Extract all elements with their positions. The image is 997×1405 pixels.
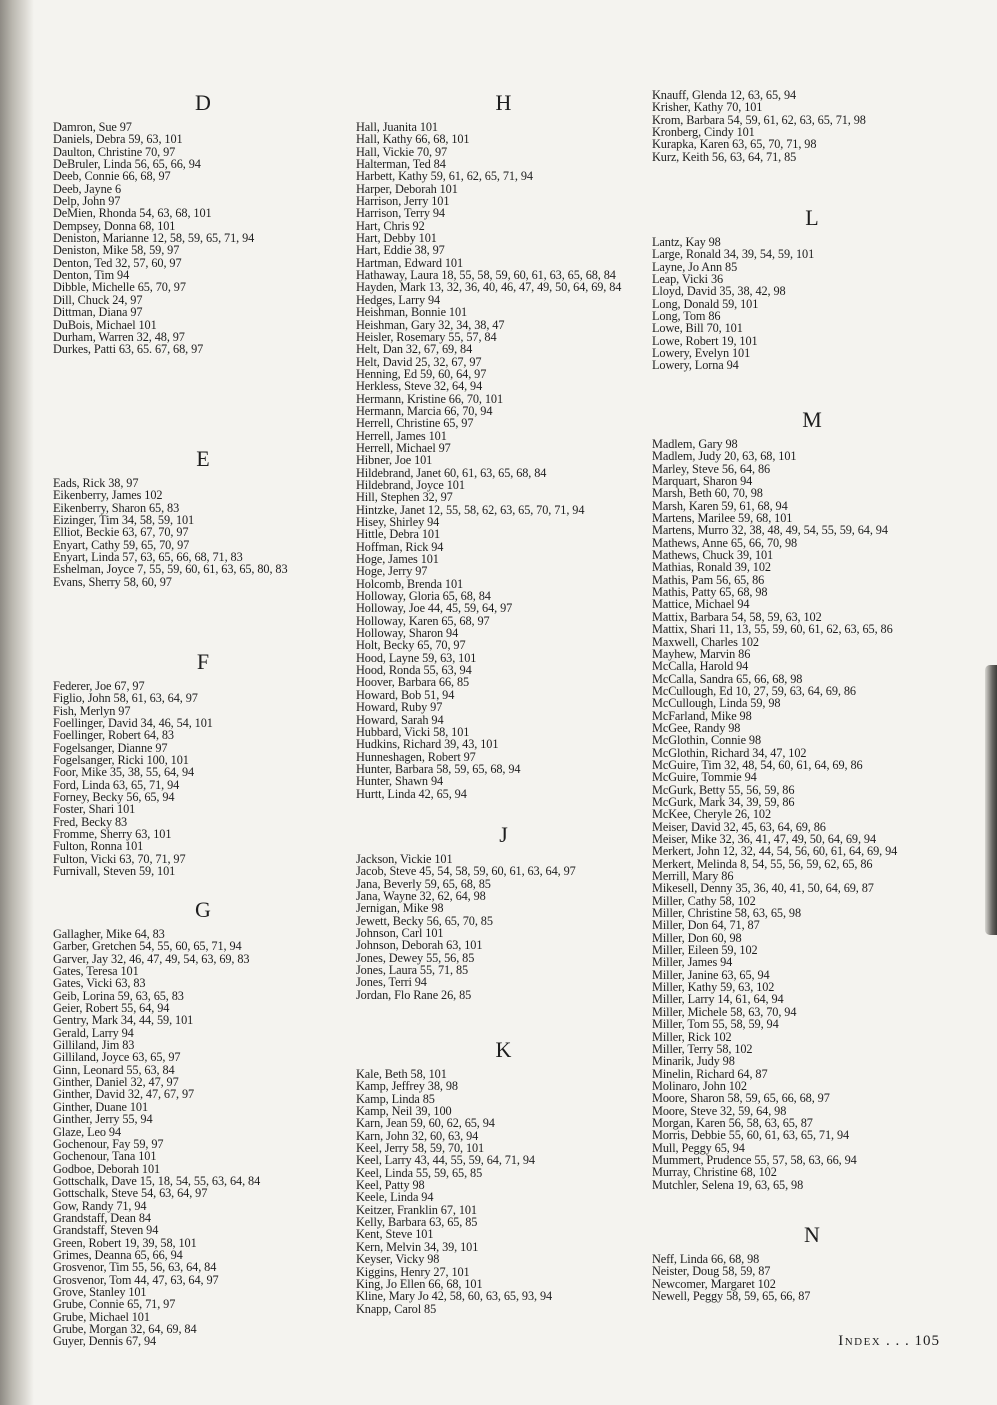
- index-entry: Harbett, Kathy 59, 61, 62, 65, 71, 94: [356, 169, 533, 184]
- index-entry: Durkes, Patti 63, 65. 67, 68, 97: [53, 342, 204, 357]
- index-entry: McCullough, Ed 10, 27, 59, 63, 64, 69, 86: [652, 683, 856, 698]
- index-entry: Helt, Dan 32, 67, 69, 84: [356, 342, 473, 357]
- index-entry: Moore, Steve 32, 59, 64, 98: [652, 1103, 787, 1118]
- index-entry: Fulton, Ronna 101: [53, 839, 144, 854]
- section-g: [53, 898, 353, 1348]
- index-entry: Neister, Doug 58, 59, 87: [652, 1264, 771, 1279]
- index-entry: Murray, Christine 68, 102: [652, 1165, 777, 1180]
- index-entry: Hibner, Joe 101: [356, 453, 433, 468]
- index-entry: Miller, Rick 102: [652, 1029, 732, 1044]
- index-entry: Miller, Cathy 58, 102: [652, 893, 756, 908]
- index-entry: Layne, Jo Ann 85: [652, 259, 738, 274]
- section-n: [652, 1223, 972, 1302]
- index-entry: Daniels, Debra 59, 63, 101: [53, 132, 183, 147]
- index-entry: Heishman, Gary 32, 34, 38, 47: [356, 317, 505, 332]
- index-entry: Hermann, Marcia 66, 70, 94: [356, 403, 493, 418]
- index-entry: Enyart, Linda 57, 63, 65, 66, 68, 71, 83: [53, 550, 243, 565]
- index-entry: Grube, Connie 65, 71, 97: [53, 1297, 176, 1312]
- index-entry: Mull, Peggy 65, 94: [652, 1140, 745, 1155]
- index-entry: Hoover, Barbara 66, 85: [356, 675, 470, 690]
- page-edge-tab: [985, 665, 997, 935]
- index-entry: Eizinger, Tim 34, 58, 59, 101: [53, 513, 195, 528]
- index-entry: Furnivall, Steven 59, 101: [53, 864, 176, 879]
- index-entry: Gilliland, Joyce 63, 65, 97: [53, 1050, 181, 1065]
- index-entry: Enyart, Cathy 59, 65, 70, 97: [53, 537, 190, 552]
- index-entry: Kamp, Neil 39, 100: [356, 1104, 452, 1119]
- index-entry: Eads, Rick 38, 97: [53, 476, 139, 490]
- index-entry: Holloway, Gloria 65, 68, 84: [356, 589, 491, 604]
- index-entry: McCalla, Harold 94: [652, 659, 749, 674]
- index-entry: Mathis, Pam 56, 65, 86: [652, 572, 765, 587]
- index-entry: Deniston, Marianne 12, 58, 59, 65, 71, 94: [53, 231, 255, 246]
- index-entry: Jernigan, Mike 98: [356, 901, 444, 916]
- index-entry: Denton, Ted 32, 57, 60, 97: [53, 255, 182, 270]
- index-entry: McGurk, Betty 55, 56, 59, 86: [652, 782, 795, 797]
- index-entry: Martens, Marilee 59, 68, 101: [652, 511, 793, 526]
- index-entry: Foellinger, David 34, 46, 54, 101: [53, 716, 213, 731]
- index-entry: Holloway, Sharon 94: [356, 626, 459, 641]
- index-entry: Hart, Chris 92: [356, 218, 425, 233]
- index-entry: Gottschalk, Steve 54, 63, 64, 97: [53, 1186, 208, 1201]
- index-entry: Morgan, Karen 56, 58, 63, 65, 87: [652, 1115, 813, 1130]
- footer-dots: . . .: [886, 1333, 910, 1349]
- index-entry: Kamp, Jeffrey 38, 98: [356, 1079, 458, 1094]
- index-entry: Ginn, Leonard 55, 63, 84: [53, 1062, 175, 1077]
- index-entry: Herrell, Christine 65, 97: [356, 416, 474, 431]
- index-entry: Hall, Kathy 66, 68, 101: [356, 132, 470, 147]
- index-entry: Kurapka, Karen 63, 65, 70, 71, 98: [652, 137, 817, 152]
- index-entry: Fulton, Vicki 63, 70, 71, 97: [53, 851, 186, 866]
- index-entry: Dibble, Michelle 65, 70, 97: [53, 280, 186, 295]
- index-entry: Keyser, Vicky 98: [356, 1252, 440, 1267]
- index-entry: Garber, Gretchen 54, 55, 60, 65, 71, 94: [53, 939, 242, 954]
- index-entry: Mikesell, Denny 35, 36, 40, 41, 50, 64, 69, 87: [652, 881, 874, 896]
- index-entry: Krom, Barbara 54, 59, 61, 62, 63, 65, 71, 98: [652, 112, 866, 127]
- section-letter: F: [196, 649, 210, 674]
- index-entry: Dill, Chuck 24, 97: [53, 292, 143, 307]
- index-entry: Miller, Don 60, 98: [652, 930, 742, 945]
- index-entry: Hall, Vickie 70, 97: [356, 144, 448, 159]
- section-letter: M: [802, 407, 822, 432]
- index-entry: Marquart, Sharon 94: [652, 474, 753, 489]
- section-letter: J: [499, 822, 508, 847]
- index-entry: Kelly, Barbara 63, 65, 85: [356, 1215, 478, 1230]
- index-entry: Durham, Warren 32, 48, 97: [53, 329, 185, 344]
- index-entry: Howard, Bob 51, 94: [356, 687, 455, 702]
- index-entry: Hunneshagen, Robert 97: [356, 749, 476, 764]
- index-entry: Meiser, Mike 32, 36, 41, 47, 49, 50, 64, 69, 94: [652, 832, 876, 846]
- index-entry: Howard, Sarah 94: [356, 712, 444, 727]
- index-entry: Johnson, Carl 101: [356, 926, 444, 941]
- index-entry: Eshelman, Joyce 7, 55, 59, 60, 61, 63, 65, 80, 83: [53, 562, 288, 577]
- index-entry: Mattix, Barbara 54, 58, 59, 63, 102: [652, 609, 822, 624]
- index-entry: Knauff, Glenda 12, 63, 65, 94: [652, 88, 797, 102]
- section-h: [356, 91, 651, 800]
- index-entry: Mutchler, Selena 19, 63, 65, 98: [652, 1177, 804, 1192]
- index-entry: Meiser, David 32, 45, 63, 64, 69, 86: [652, 819, 826, 834]
- index-entry: Hudkins, Richard 39, 43, 101: [356, 737, 499, 752]
- index-entry: Morris, Debbie 55, 60, 61, 63, 65, 71, 94: [652, 1128, 850, 1143]
- index-entry: Lowe, Robert 19, 101: [652, 333, 758, 348]
- section-l: [652, 206, 972, 372]
- index-entry: Forney, Becky 56, 65, 94: [53, 790, 175, 805]
- page-footer: [838, 1333, 940, 1350]
- index-entry: Evans, Sherry 58, 60, 97: [53, 574, 172, 589]
- index-entry: Kurz, Keith 56, 63, 64, 71, 85: [652, 149, 797, 164]
- index-entry: Knapp, Carol 85: [356, 1301, 437, 1316]
- index-entry: Damron, Sue 97: [53, 120, 132, 134]
- index-entry: McCullough, Linda 59, 98: [652, 696, 781, 711]
- footer-label: Index: [838, 1333, 882, 1349]
- index-entry: Merkert, John 12, 32, 44, 54, 56, 60, 61, 64, 69, 94: [652, 844, 898, 859]
- index-entry: Hart, Eddie 38, 97: [356, 243, 445, 258]
- index-entry: McFarland, Mike 98: [652, 708, 752, 723]
- index-entry: Federer, Joe 67, 97: [53, 679, 145, 693]
- index-entry: Madlem, Judy 20, 63, 68, 101: [652, 449, 797, 464]
- index-entry: Miller, Eileen 59, 102: [652, 943, 758, 958]
- index-entry: Herrell, James 101: [356, 428, 447, 443]
- index-entry: Long, Tom 86: [652, 309, 721, 324]
- index-entry: Gates, Vicki 63, 83: [53, 976, 146, 991]
- index-entry: Long, Donald 59, 101: [652, 296, 759, 311]
- index-entry: Gilliland, Jim 83: [53, 1038, 135, 1053]
- index-entry: Martens, Murro 32, 38, 48, 49, 54, 55, 59, 64, 94: [652, 523, 888, 538]
- index-entry: Mayhew, Marvin 86: [652, 646, 751, 661]
- section-m: [652, 408, 972, 1191]
- index-entry: Gow, Randy 71, 94: [53, 1198, 147, 1213]
- index-entry: Dittman, Diana 97: [53, 305, 143, 320]
- index-entry: Merkert, Melinda 8, 54, 55, 56, 59, 62, 65, 86: [652, 856, 873, 871]
- index-entry: Minelin, Richard 64, 87: [652, 1066, 768, 1081]
- section-letter: K: [495, 1037, 512, 1062]
- index-entry: Hurtt, Linda 42, 65, 94: [356, 786, 467, 801]
- index-entry: Hood, Layne 59, 63, 101: [356, 650, 477, 665]
- index-entry: Harrison, Jerry 101: [356, 194, 450, 209]
- index-entry: Delp, John 97: [53, 194, 121, 209]
- index-entry: Herrell, Michael 97: [356, 440, 451, 455]
- index-entry: Kale, Beth 58, 101: [356, 1067, 447, 1081]
- index-entry: Geib, Lorina 59, 63, 65, 83: [53, 988, 184, 1003]
- index-entry: Krisher, Kathy 70, 101: [652, 100, 763, 115]
- index-entry: McGuire, Tim 32, 48, 54, 60, 61, 64, 69, 86: [652, 757, 863, 772]
- index-entry: Fogelsanger, Ricki 100, 101: [53, 753, 189, 768]
- index-entry: Hisey, Shirley 94: [356, 515, 440, 529]
- index-entry: Grube, Michael 101: [53, 1309, 150, 1324]
- index-entry: Hoge, James 101: [356, 552, 439, 567]
- index-entry: Miller, Larry 14, 61, 64, 94: [652, 992, 784, 1007]
- index-entry: Grube, Morgan 32, 64, 69, 84: [53, 1322, 197, 1336]
- index-entry: Hunter, Barbara 58, 59, 65, 68, 94: [356, 761, 521, 776]
- section-f: [53, 650, 353, 878]
- index-entry: McGee, Randy 98: [652, 720, 741, 735]
- index-entry: Mathias, Ronald 39, 102: [652, 560, 771, 575]
- index-entry: Deniston, Mike 58, 59, 97: [53, 243, 180, 258]
- index-entry: Figlio, John 58, 61, 63, 64, 97: [53, 691, 198, 706]
- index-entry: Jordan, Flo Rane 26, 85: [356, 987, 472, 1002]
- index-entry: Johnson, Deborah 63, 101: [356, 938, 483, 953]
- index-entry: Miller, James 94: [652, 955, 733, 970]
- index-entry: Mattix, Shari 11, 13, 55, 59, 60, 61, 62, 63, 65, 86: [652, 622, 893, 637]
- index-entry: Large, Ronald 34, 39, 54, 59, 101: [652, 247, 815, 262]
- index-entry: Lowe, Bill 70, 101: [652, 321, 743, 336]
- index-entry: Herkless, Steve 32, 64, 94: [356, 379, 483, 394]
- index-entry: Deeb, Jayne 6: [53, 181, 122, 196]
- index-entry: Jacob, Steve 45, 54, 58, 59, 60, 61, 63, 64, 97: [356, 864, 576, 879]
- index-entry: Jones, Laura 55, 71, 85: [356, 963, 469, 978]
- section-d: [53, 91, 353, 356]
- index-entry: Marsh, Karen 59, 61, 68, 94: [652, 498, 788, 513]
- index-entry: Foor, Mike 35, 38, 55, 64, 94: [53, 765, 195, 780]
- index-entry: Gentry, Mark 34, 44, 59, 101: [53, 1013, 194, 1028]
- index-entry: Geier, Robert 55, 64, 94: [53, 1001, 170, 1016]
- index-entry: McGuire, Tommie 94: [652, 770, 757, 785]
- index-entry: Newell, Peggy 58, 59, 65, 66, 87: [652, 1289, 811, 1304]
- index-entry: Jewett, Becky 56, 65, 70, 85: [356, 913, 493, 928]
- index-entry: Lloyd, David 35, 38, 42, 98: [652, 284, 786, 299]
- index-entry: Hintzke, Janet 12, 55, 58, 62, 63, 65, 70, 71, 94: [356, 502, 585, 517]
- index-entry: Ginther, Daniel 32, 47, 97: [53, 1075, 179, 1090]
- index-entry: Mattice, Michael 94: [652, 597, 750, 612]
- index-entry: Gochenour, Fay 59, 97: [53, 1136, 164, 1151]
- index-entry: Keel, Patty 98: [356, 1178, 425, 1193]
- index-entry: McGlothin, Richard 34, 47, 102: [652, 745, 807, 760]
- index-entry: Keitzer, Franklin 67, 101: [356, 1202, 477, 1217]
- index-entry: Grandstaff, Dean 84: [53, 1210, 151, 1225]
- index-entry: Hedges, Larry 94: [356, 292, 441, 307]
- index-entry: Karn, John 32, 60, 63, 94: [356, 1128, 479, 1143]
- index-entry: Green, Robert 19, 39, 58, 101: [53, 1235, 197, 1250]
- index-entry: Hayden, Mark 13, 32, 36, 40, 46, 47, 49, 50, 64, 69, 84: [356, 280, 622, 295]
- index-entry: Gallagher, Mike 64, 83: [53, 927, 165, 941]
- index-entry: Harper, Deborah 101: [356, 181, 458, 196]
- index-entry: Miller, Janine 63, 65, 94: [652, 967, 770, 982]
- index-entry: McGurk, Mark 34, 39, 59, 86: [652, 794, 795, 809]
- index-entry: Keel, Larry 43, 44, 55, 59, 64, 71, 94: [356, 1153, 535, 1168]
- index-entry: Hermann, Kristine 66, 70, 101: [356, 391, 504, 406]
- index-entry: Grimes, Deanna 65, 66, 94: [53, 1247, 183, 1262]
- section-e: [53, 447, 353, 588]
- index-entry: Kronberg, Cindy 101: [652, 125, 755, 140]
- index-entry: Hartman, Edward 101: [356, 255, 464, 270]
- index-entry: Lantz, Kay 98: [652, 235, 721, 249]
- index-entry: Ginther, Jerry 55, 94: [53, 1112, 153, 1127]
- index-entry: Kiggins, Henry 27, 101: [356, 1264, 470, 1279]
- index-entry: Fred, Becky 83: [53, 814, 128, 829]
- index-entry: Garver, Jay 32, 46, 47, 49, 54, 63, 69, 83: [53, 951, 250, 966]
- index-entry: Jana, Beverly 59, 65, 68, 85: [356, 876, 491, 891]
- index-entry: Lowery, Lorna 94: [652, 358, 739, 373]
- index-entry: Miller, Christine 58, 63, 65, 98: [652, 906, 801, 921]
- index-entry: Grosvenor, Tom 44, 47, 63, 64, 97: [53, 1272, 219, 1287]
- index-entry: Marsh, Beth 60, 70, 98: [652, 486, 763, 501]
- index-entry: Eikenberry, James 102: [53, 488, 163, 503]
- index-entry: Fromme, Sherry 63, 101: [53, 827, 172, 842]
- index-entry: Hildebrand, Janet 60, 61, 63, 65, 68, 84: [356, 465, 547, 480]
- index-entry: Heisler, Rosemary 55, 57, 84: [356, 329, 497, 344]
- index-entry: Eikenberry, Sharon 65, 83: [53, 500, 180, 515]
- index-entry: Newcomer, Margaret 102: [652, 1276, 776, 1291]
- index-entry: Kamp, Linda 85: [356, 1091, 435, 1106]
- index-entry: Jana, Wayne 32, 62, 64, 98: [356, 889, 486, 904]
- index-entry: Jones, Terri 94: [356, 975, 427, 990]
- index-entry: Keele, Linda 94: [356, 1190, 434, 1205]
- index-entry: Hart, Debby 101: [356, 231, 437, 246]
- index-entry: Merrill, Mary 86: [652, 869, 734, 884]
- section-letter: L: [805, 205, 819, 230]
- index-entry: Hunter, Shawn 94: [356, 774, 444, 789]
- index-entry: Howard, Ruby 97: [356, 700, 443, 715]
- page-number: 105: [914, 1333, 940, 1349]
- index-entry: Guyer, Dennis 67, 94: [53, 1334, 157, 1349]
- index-entry: Hood, Ronda 55, 63, 94: [356, 663, 472, 678]
- index-entry: Mathews, Anne 65, 66, 70, 98: [652, 535, 798, 550]
- section-letter: E: [196, 446, 210, 471]
- index-entry: Hubbard, Vicki 58, 101: [356, 724, 470, 739]
- index-entry: Lowery, Evelyn 101: [652, 346, 751, 361]
- index-entry: DeMien, Rhonda 54, 63, 68, 101: [53, 206, 212, 221]
- index-entry: Leap, Vicki 36: [652, 272, 724, 287]
- index-entry: Ford, Linda 63, 65, 71, 94: [53, 777, 180, 792]
- index-entry: Hoge, Jerry 97: [356, 564, 428, 579]
- index-entry: Ginther, Duane 101: [53, 1099, 149, 1114]
- index-entry: Fogelsanger, Dianne 97: [53, 740, 168, 755]
- index-entry: McKee, Cheryle 26, 102: [652, 807, 772, 822]
- index-entry: Dempsey, Donna 68, 101: [53, 218, 176, 233]
- index-entry: Denton, Tim 94: [53, 268, 130, 283]
- index-entry: Mathis, Patty 65, 68, 98: [652, 585, 768, 600]
- section-k: [356, 1038, 651, 1315]
- index-entry: Miller, Kathy 59, 63, 102: [652, 980, 775, 995]
- index-entry: Jones, Dewey 55, 56, 85: [356, 950, 475, 965]
- index-entry: Grove, Stanley 101: [53, 1284, 147, 1299]
- index-entry: DeBruler, Linda 56, 65, 66, 94: [53, 157, 201, 172]
- index-entry: Mathews, Chuck 39, 101: [652, 548, 774, 563]
- index-entry: Neff, Linda 66, 68, 98: [652, 1252, 760, 1266]
- index-entry: Foster, Shari 101: [53, 802, 136, 817]
- index-entry: Holcomb, Brenda 101: [356, 576, 464, 591]
- index-entry: Hathaway, Laura 18, 55, 58, 59, 60, 61, 63, 65, 68, 84: [356, 268, 616, 283]
- index-entry: Foellinger, Robert 64, 83: [53, 728, 174, 743]
- index-entry: Molinaro, John 102: [652, 1078, 747, 1093]
- index-entry: Miller, Tom 55, 58, 59, 94: [652, 1017, 779, 1032]
- index-entry: Keel, Jerry 58, 59, 70, 101: [356, 1141, 485, 1156]
- index-entry: Heishman, Bonnie 101: [356, 305, 468, 320]
- index-entry: Kline, Mary Jo 42, 58, 60, 63, 65, 93, 94: [356, 1289, 553, 1304]
- index-entry: Miller, Michele 58, 63, 70, 94: [652, 1004, 797, 1019]
- index-entry: Jackson, Vickie 101: [356, 852, 453, 866]
- index-entry: Gates, Teresa 101: [53, 964, 139, 979]
- index-entry: Helt, David 25, 32, 67, 97: [356, 354, 482, 369]
- index-entry: Gerald, Larry 94: [53, 1025, 134, 1040]
- index-entry: Kern, Melvin 34, 39, 101: [356, 1239, 479, 1254]
- index-entry: Hall, Juanita 101: [356, 120, 438, 134]
- index-entry: Holloway, Joe 44, 45, 59, 64, 97: [356, 601, 513, 616]
- index-entry: Minarik, Judy 98: [652, 1054, 735, 1069]
- index-entry: McGlothin, Connie 98: [652, 733, 762, 748]
- index-entry: Henning, Ed 59, 60, 64, 97: [356, 366, 487, 381]
- index-entry: Madlem, Gary 98: [652, 437, 738, 451]
- index-entry: McCalla, Sandra 65, 66, 68, 98: [652, 671, 803, 686]
- index-entry: Miller, Terry 58, 102: [652, 1041, 753, 1056]
- index-entry: Godboe, Deborah 101: [53, 1161, 161, 1176]
- index-entry: Glaze, Leo 94: [53, 1124, 122, 1139]
- index-entry: Elliot, Beckie 63, 67, 70, 97: [53, 525, 189, 540]
- index-entry: Harrison, Terry 94: [356, 206, 445, 221]
- index-entry: Gottschalk, Dave 15, 18, 54, 55, 63, 64, 84: [53, 1173, 261, 1188]
- index-entry: Hittle, Debra 101: [356, 527, 441, 542]
- index-entry: Hoffman, Rick 94: [356, 539, 444, 554]
- index-entry: Deeb, Connie 66, 68, 97: [53, 169, 171, 184]
- index-entry: Moore, Sharon 58, 59, 65, 66, 68, 97: [652, 1091, 830, 1106]
- index-entry: Maxwell, Charles 102: [652, 634, 759, 649]
- index-entry: Miller, Don 64, 71, 87: [652, 918, 760, 933]
- index-entry: Ginther, David 32, 47, 67, 97: [53, 1087, 195, 1102]
- section-letter: G: [195, 897, 211, 922]
- index-entry: Holloway, Karen 65, 68, 97: [356, 613, 490, 628]
- index-entry: Karn, Jean 59, 60, 62, 65, 94: [356, 1116, 495, 1131]
- index-entry: Keel, Linda 55, 59, 65, 85: [356, 1165, 483, 1180]
- index-entry: Grosvenor, Tim 55, 56, 63, 64, 84: [53, 1260, 217, 1275]
- section-letter: N: [804, 1222, 820, 1247]
- section-letter: H: [495, 90, 512, 115]
- index-entry: King, Jo Ellen 66, 68, 101: [356, 1276, 483, 1291]
- page-binding-shadow: [0, 0, 34, 1405]
- index-entry: Grandstaff, Steven 94: [53, 1223, 159, 1238]
- section-letter: D: [195, 90, 211, 115]
- index-entry: Marley, Steve 56, 64, 86: [652, 461, 771, 476]
- index-entry: Holt, Becky 65, 70, 97: [356, 638, 466, 653]
- index-entry: Daulton, Christine 70, 97: [53, 144, 176, 159]
- index-entry: Kent, Steve 101: [356, 1227, 434, 1242]
- index-entry: DuBois, Michael 101: [53, 317, 157, 332]
- index-entry: Hildebrand, Joyce 101: [356, 477, 465, 492]
- index-entry: Mummert, Prudence 55, 57, 58, 63, 66, 94: [652, 1152, 857, 1167]
- section-k-continued: [652, 89, 972, 163]
- index-entry: Halterman, Ted 84: [356, 157, 446, 172]
- section-j: [356, 823, 651, 1001]
- index-entry: Hill, Stephen 32, 97: [356, 490, 453, 505]
- index-entry: Gochenour, Tana 101: [53, 1149, 157, 1164]
- index-entry: Fish, Merlyn 97: [53, 703, 131, 718]
